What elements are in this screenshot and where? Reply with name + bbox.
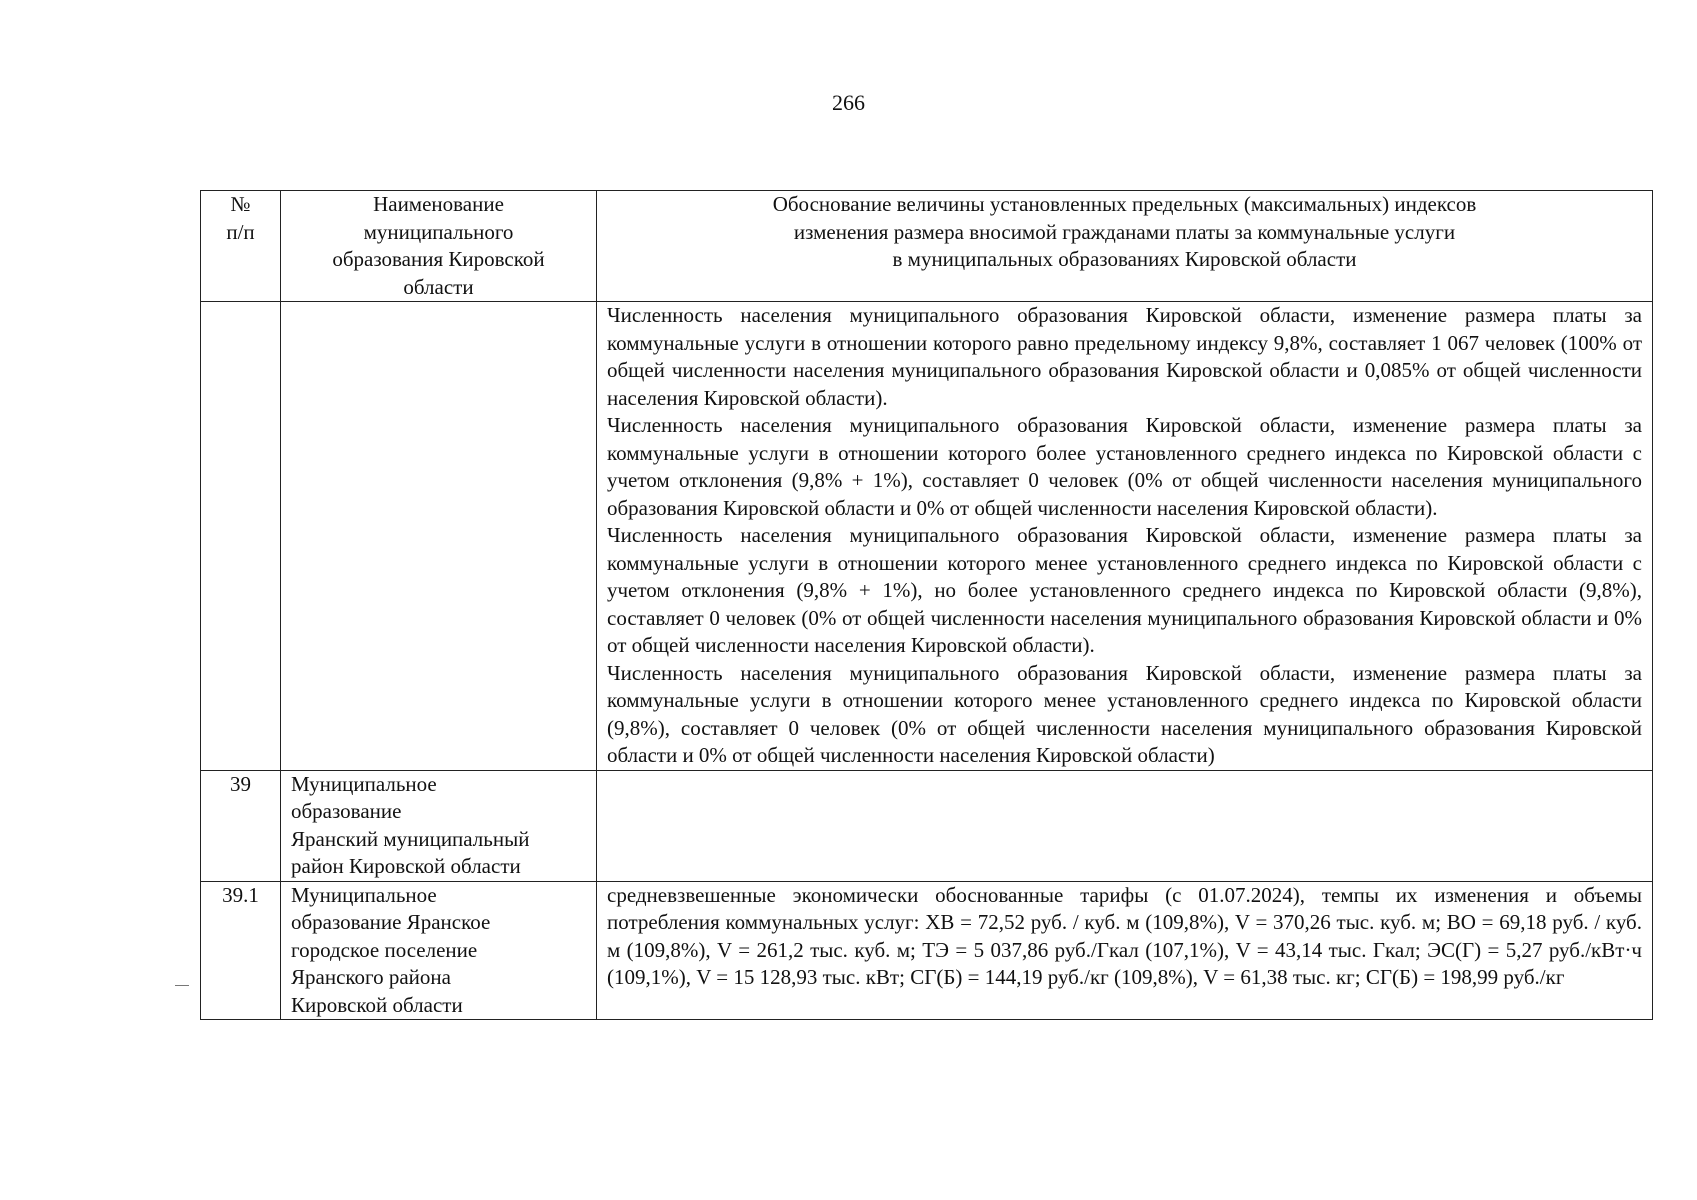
name-line: Яранского района [291, 965, 451, 989]
row-number: 39.1 [201, 881, 281, 1020]
name-line: Муниципальное [291, 771, 437, 796]
row-justification [597, 770, 1653, 881]
header-justification [597, 191, 1653, 302]
name-line: Кировской области [291, 992, 463, 1017]
header-justification-line: в муниципальных образованиях Кировской области [892, 247, 1357, 271]
table-header-row [201, 191, 1653, 302]
row-number [201, 302, 281, 771]
header-name-line: Наименование [373, 192, 504, 216]
name-line: Яранский муниципальный [291, 826, 530, 851]
header-justification-line: изменения размера вносимой гражданами платы за коммунальные услуги [793, 219, 1456, 244]
header-name-line: образования Кировской [332, 247, 545, 271]
row-number: 39 [201, 770, 281, 881]
header-number-line: № [230, 192, 251, 216]
name-line: район Кировской области [291, 854, 521, 878]
row-justification [597, 881, 1653, 1020]
table-row [201, 881, 1653, 1020]
page-number: 266 [832, 90, 865, 115]
justification-paragraph: средневзвешенные экономически обоснованные тарифы (с 01.07.2024), темпы их изменения и объемы потребления коммунальных услуг: ХВ = 72,52 руб. / куб. м (109,8%), V = 370,26 тыс. куб. м; ВО = 69,18 руб. / куб. м (109,8%), V = 261,2 тыс. куб. м; ТЭ = 5 037,86 руб./Гкал (107,1%), V = 43,14 тыс. Гкал; ЭС(Г) = 5,27 руб./кВт·ч (109,1%), V = 15 128,93 тыс. кВт; СГ(Б) = 144,19 руб./кг (109,8%), V = 61,38 тыс. кг; СГ(Б) = 198,99 руб./кг [607, 882, 1642, 989]
header-justification-line: Обоснование величины установленных предельных (максимальных) индексов [772, 192, 1477, 216]
table-row [201, 302, 1653, 771]
header-name-line: области [403, 274, 474, 299]
header-number [201, 191, 281, 302]
row-municipality-name [281, 770, 597, 881]
name-line: городское поселение [291, 937, 478, 962]
table-row [201, 770, 1653, 881]
name-line: Муниципальное [291, 882, 437, 907]
row-municipality-name [281, 302, 597, 771]
header-name-line: муниципального [363, 219, 514, 244]
name-line: образование [291, 799, 402, 823]
margin-mark [175, 985, 189, 986]
name-line: образование Яранское [291, 910, 491, 934]
justification-paragraph: Численность населения муниципального образования Кировской области, изменение размера платы за коммунальные услуги в отношении которого менее установленного среднего индекса по Кировской области (9,8%), составляет 0 человек (0% от общей численности населения муниципального образования Кировской области и 0% от общей численности населения Кировской области) [607, 660, 1642, 767]
justification-paragraph: Численность населения муниципального образования Кировской области, изменение размера платы за коммунальные услуги в отношении которого менее установленного среднего индекса по Кировской области с учетом отклонения (9,8% + 1%), но более установленного среднего индекса по Кировской области (9,8%), составляет 0 человек (0% от общей численности населения муниципального образования Кировской области и 0% от общей численности населения Кировской области). [607, 523, 1642, 657]
row-municipality-name [281, 881, 597, 1020]
header-municipality-name [281, 191, 597, 302]
justification-table [200, 190, 1653, 1020]
justification-paragraph: Численность населения муниципального образования Кировской области, изменение размера платы за коммунальные услуги в отношении которого равно предельному индексу 9,8%, составляет 1 067 человек (100% от общей численности населения муниципального образования Кировской области и 0,085% от общей численности населения Кировской области). [607, 303, 1642, 410]
row-justification [597, 302, 1653, 771]
justification-paragraph: Численность населения муниципального образования Кировской области, изменение размера платы за коммунальные услуги в отношении которого более установленного среднего индекса по Кировской области с учетом отклонения (9,8% + 1%), составляет 0 человек (0% от общей численности населения муниципального образования Кировской области и 0% от общей численности населения Кировской области). [607, 413, 1642, 520]
header-number-line: п/п [226, 219, 255, 244]
